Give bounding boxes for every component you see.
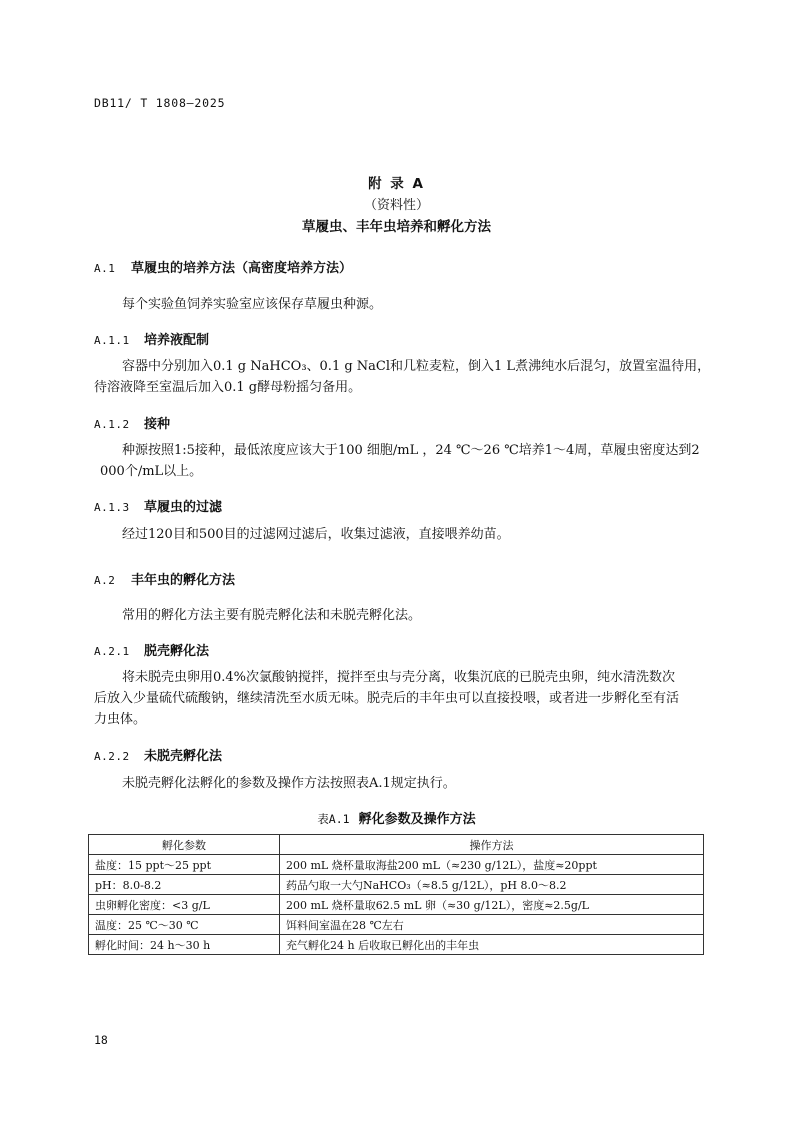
table-cell: 200 mL 烧杯量取海盐200 mL（≈230 g/12L），盐度≈20ppt — [280, 855, 704, 875]
paragraph-line: 容器中分别加入0.1 g NaHCO₃、0.1 g NaCl和几粒麦粒，倒入1 L煮沸纯水后混匀，放置室温待用， — [122, 359, 711, 374]
section-a2-heading — [94, 569, 235, 588]
paragraph-text: 经过120目和500目的过滤网过滤后，收集过滤液，直接喂养幼苗。 — [122, 527, 510, 542]
section-title: 未脱壳孵化法 — [144, 749, 223, 764]
paragraph — [94, 440, 700, 482]
section-a12-heading — [94, 413, 170, 432]
section-number: A.1 — [94, 262, 116, 275]
table-cell: 饵料间室温在28 ℃左右 — [280, 915, 704, 935]
table-header-cell: 操作方法 — [280, 835, 704, 855]
section-number: A.2.1 — [94, 645, 130, 658]
section-a22-heading — [94, 745, 222, 764]
table-header-cell: 孵化参数 — [89, 835, 280, 855]
table-cell: 孵化时间：24 h～30 h — [89, 935, 280, 955]
appendix-title: 附 录 A — [368, 176, 425, 192]
section-a1-heading — [94, 257, 352, 276]
section-title: 接种 — [144, 417, 171, 432]
table-row — [89, 895, 704, 915]
section-title: 草履虫的过滤 — [144, 500, 223, 515]
table-cell: 药品勺取一大勺NaHCO₃（≈8.5 g/12L），pH 8.0～8.2 — [280, 875, 704, 895]
section-number: A.2.2 — [94, 750, 130, 763]
table-row — [89, 875, 704, 895]
table-row — [89, 855, 704, 875]
paragraph — [94, 524, 700, 545]
document-code: DB11/ T 1808—2025 — [94, 96, 226, 110]
paragraph-text: 每个实验鱼饲养实验室应该保存草履虫种源。 — [122, 297, 383, 312]
table-header-row — [89, 835, 704, 855]
hatching-parameters-table — [88, 834, 704, 955]
paragraph-line: 000个/mL以上。 — [100, 464, 203, 479]
section-title: 培养液配制 — [144, 333, 210, 348]
table-row — [89, 935, 704, 955]
table-caption-title: 孵化参数及操作方法 — [358, 812, 476, 827]
paragraph — [94, 667, 700, 730]
section-title: 脱壳孵化法 — [144, 644, 210, 659]
table-cell: 虫卵孵化密度：<3 g/L — [89, 895, 280, 915]
section-number: A.1.1 — [94, 334, 130, 347]
paragraph-line: 力虫体。 — [94, 712, 147, 727]
paragraph-line: 种源按照1:5接种，最低浓度应该大于100 细胞/mL ，24 ℃～26 ℃培养1～4周，草履虫密度达到2 — [122, 443, 700, 458]
paragraph — [94, 605, 700, 626]
section-title: 丰年虫的孵化方法 — [131, 573, 236, 588]
section-title: 草履虫的培养方法（高密度培养方法） — [131, 261, 353, 276]
section-a13-heading — [94, 496, 222, 515]
table-cell: 盐度：15 ppt～25 ppt — [89, 855, 280, 875]
section-number: A.1.3 — [94, 501, 130, 514]
appendix-type: （资料性） — [363, 198, 429, 213]
paragraph — [94, 773, 700, 794]
paragraph — [94, 356, 711, 398]
table-cell: 200 mL 烧杯量取62.5 mL 卵（≈30 g/12L），密度≈2.5g/L — [280, 895, 704, 915]
paragraph-text: 未脱壳孵化法孵化的参数及操作方法按照表A.1规定执行。 — [122, 776, 456, 791]
table-cell: 充气孵化24 h 后收取已孵化出的丰年虫 — [280, 935, 704, 955]
paragraph-text: 常用的孵化方法主要有脱壳孵化法和未脱壳孵化法。 — [122, 608, 422, 623]
page-number: 18 — [94, 1033, 108, 1047]
table-cell: 温度：25 ℃～30 ℃ — [89, 915, 280, 935]
section-number: A.2 — [94, 574, 116, 587]
table-caption — [0, 808, 793, 827]
paragraph-line: 待溶液降至室温后加入0.1 g酵母粉摇匀备用。 — [94, 380, 362, 395]
section-a21-heading — [94, 640, 209, 659]
paragraph-line: 将未脱壳虫卵用0.4%次氯酸钠搅拌，搅拌至虫与壳分离，收集沉底的已脱壳虫卵，纯水清洗数次 — [122, 670, 676, 685]
paragraph-line: 后放入少量硫代硫酸钠，继续清洗至水质无味。脱壳后的丰年虫可以直接投喂，或者进一步孵化至有活 — [94, 691, 680, 706]
section-a11-heading — [94, 329, 209, 348]
appendix-name: 草履虫、丰年虫培养和孵化方法 — [302, 219, 491, 235]
paragraph — [94, 294, 700, 315]
table-cell: pH：8.0-8.2 — [89, 875, 280, 895]
table-row — [89, 915, 704, 935]
section-number: A.1.2 — [94, 418, 130, 431]
table-caption-number: 表A.1 — [317, 812, 350, 826]
